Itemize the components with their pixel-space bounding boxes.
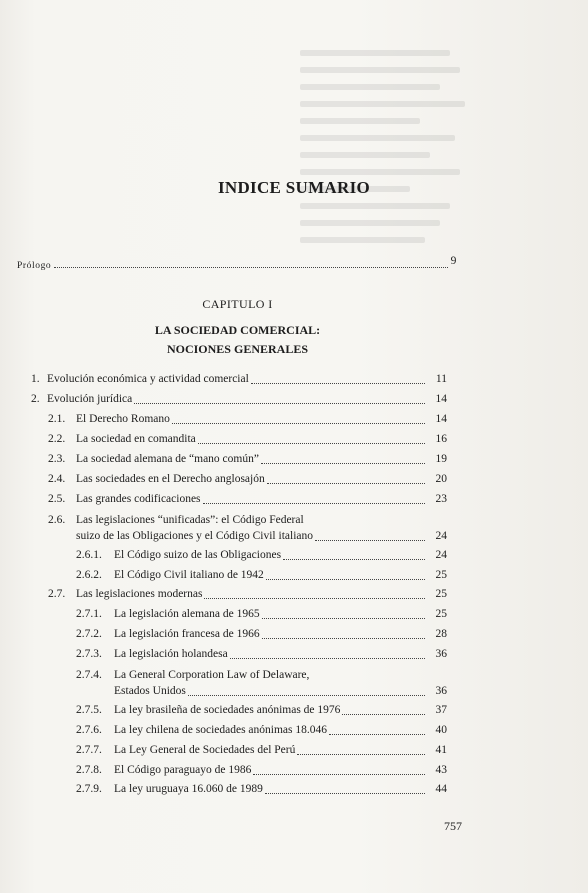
- toc-entry-page: 41: [435, 744, 447, 756]
- toc-entry[interactable]: [48, 587, 447, 602]
- toc-entry-title: La legislación francesa de 1966: [114, 628, 260, 640]
- dot-leader: [204, 598, 425, 599]
- dot-leader: [297, 754, 425, 755]
- toc-entry-number: 2.7.5.: [76, 704, 102, 716]
- dot-leader: [267, 483, 425, 484]
- dot-leader: [230, 658, 425, 659]
- toc-entry-page: 11: [435, 373, 447, 385]
- toc-entry[interactable]: [76, 723, 447, 738]
- toc-entry-title: La ley chilena de sociedades anónimas 18.046: [114, 724, 327, 736]
- dot-leader: [266, 579, 425, 580]
- toc-entry[interactable]: [48, 492, 447, 507]
- toc-entry[interactable]: [76, 607, 447, 622]
- toc-entry-page: 40: [435, 724, 447, 736]
- toc-entry-number: 2.4.: [48, 473, 66, 485]
- dot-leader: [203, 503, 425, 504]
- toc-entry-page: 23: [435, 493, 447, 505]
- toc-entry-page: 25: [435, 569, 447, 581]
- dot-leader: [342, 714, 425, 715]
- toc-entry-number: 2.6.1.: [76, 549, 102, 561]
- toc-entry[interactable]: [76, 627, 447, 642]
- toc-entry[interactable]: [48, 432, 447, 447]
- toc-entry-number: 2.7.2.: [76, 628, 102, 640]
- dot-leader: [265, 793, 425, 794]
- toc-entry-number: 2.7.6.: [76, 724, 102, 736]
- chapter-subtitle-line2: NOCIONES GENERALES: [166, 342, 309, 356]
- toc-entry-number: 2.5.: [48, 493, 66, 505]
- toc-entry-page: 24: [435, 549, 447, 561]
- toc-entry-title: Evolución jurídica: [47, 393, 133, 405]
- toc-entry-page: 14: [435, 413, 447, 425]
- toc-entry-page: 25: [435, 608, 447, 620]
- dot-leader: [198, 443, 425, 444]
- toc-entry-number: 2.: [31, 393, 40, 405]
- toc-entry-title: La sociedad en comandita: [76, 433, 196, 445]
- toc-entry-page: 25: [435, 588, 447, 600]
- toc-entry-title: La legislación holandesa: [114, 648, 228, 660]
- toc-entry[interactable]: [114, 684, 447, 699]
- toc-entry[interactable]: [76, 548, 447, 563]
- toc-entry[interactable]: [76, 568, 447, 583]
- dot-leader: [172, 423, 425, 424]
- toc-entry-page: 36: [435, 648, 447, 660]
- toc-entry-title: La Ley General de Sociedades del Perú: [114, 744, 296, 756]
- toc-entry-number: 2.7.1.: [76, 608, 102, 620]
- toc-entry-title: El Código Civil italiano de 1942: [114, 569, 264, 581]
- toc-entry[interactable]: [76, 529, 447, 544]
- toc-entry-title: La legislación alemana de 1965: [114, 608, 260, 620]
- toc-entry-page: 43: [435, 764, 447, 776]
- toc-entry[interactable]: [31, 392, 447, 407]
- toc-entry-number: 2.7.3.: [76, 648, 102, 660]
- toc-entry[interactable]: [76, 763, 447, 778]
- toc-entry-title-continuation: suizo de las Obligaciones y el Código Civil italiano: [76, 530, 313, 542]
- toc-entry-page: 19: [435, 453, 447, 465]
- dot-leader: [134, 403, 425, 404]
- toc-entry[interactable]: [48, 412, 447, 427]
- toc-entry-number: 2.2.: [48, 433, 66, 445]
- toc-entry-number: 2.3.: [48, 453, 66, 465]
- toc-entry-title: Las legislaciones “unificadas”: el Código Federal: [76, 514, 304, 526]
- toc-entry-number: 2.6.2.: [76, 569, 102, 581]
- toc-entry-page: 16: [435, 433, 447, 445]
- toc-entry-title: Las sociedades en el Derecho anglosajón: [76, 473, 265, 485]
- dot-leader: [251, 383, 425, 384]
- toc-entry-page: 36: [435, 685, 447, 697]
- index-title: INDICE SUMARIO: [217, 178, 371, 197]
- toc-entry-title: La ley brasileña de sociedades anónimas de 1976: [114, 704, 341, 716]
- toc-entry-number: 2.7.7.: [76, 744, 102, 756]
- toc-entry-number: 2.7.9.: [76, 783, 102, 795]
- chapter-label: CAPITULO I: [202, 297, 273, 311]
- prologue-label: Prólogo: [17, 261, 52, 271]
- toc-entry-title: Las grandes codificaciones: [76, 493, 201, 505]
- toc-entry[interactable]: [76, 703, 447, 718]
- prologue-page: 9: [450, 255, 457, 267]
- toc-entry[interactable]: [31, 372, 447, 387]
- dot-leader: [262, 618, 425, 619]
- toc-entry[interactable]: [76, 782, 447, 797]
- toc-entry[interactable]: [48, 472, 447, 487]
- toc-entry-title: El Derecho Romano: [76, 413, 170, 425]
- toc-entry-first-line[interactable]: [76, 668, 309, 683]
- toc-entry-title: La General Corporation Law of Delaware,: [114, 669, 310, 681]
- toc-entry-number: 2.6.: [48, 514, 66, 526]
- toc-entry-page: 28: [435, 628, 447, 640]
- toc-entry-page: 20: [435, 473, 447, 485]
- toc-entry-number: 2.7.: [48, 588, 66, 600]
- toc-entry-number: 1.: [31, 373, 40, 385]
- toc-entry-title: El Código suizo de las Obligaciones: [114, 549, 282, 561]
- toc-entry-first-line[interactable]: [48, 513, 304, 528]
- dot-leader: [253, 774, 425, 775]
- toc-entry-title: Evolución económica y actividad comercial: [47, 373, 249, 385]
- toc-entry-page: 37: [435, 704, 447, 716]
- toc-entry-page: 44: [435, 783, 447, 795]
- toc-entry-page: 14: [435, 393, 447, 405]
- page-number: 757: [444, 819, 462, 833]
- dot-leader: [283, 559, 425, 560]
- toc-entry[interactable]: [76, 743, 447, 758]
- toc-entry-title: El Código paraguayo de 1986: [114, 764, 252, 776]
- toc-entry-number: 2.7.4.: [76, 669, 102, 681]
- chapter-subtitle-line1: LA SOCIEDAD COMERCIAL:: [154, 323, 321, 337]
- toc-entry-title: La sociedad alemana de “mano común”: [76, 453, 259, 465]
- dot-leader: [188, 695, 425, 696]
- toc-entry-title: Las legislaciones modernas: [76, 588, 203, 600]
- toc-entry[interactable]: [76, 647, 447, 662]
- dot-leader: [261, 463, 425, 464]
- dot-leader: [329, 734, 425, 735]
- toc-entry-number: 2.7.8.: [76, 764, 102, 776]
- toc-entry-title-continuation: Estados Unidos: [114, 685, 186, 697]
- toc-entry-title: La ley uruguaya 16.060 de 1989: [114, 783, 263, 795]
- dot-leader: [315, 540, 425, 541]
- toc-entry[interactable]: [48, 452, 447, 467]
- dot-leader: [262, 638, 425, 639]
- toc-entry-page: 24: [435, 530, 447, 542]
- toc-entry-number: 2.1.: [48, 413, 66, 425]
